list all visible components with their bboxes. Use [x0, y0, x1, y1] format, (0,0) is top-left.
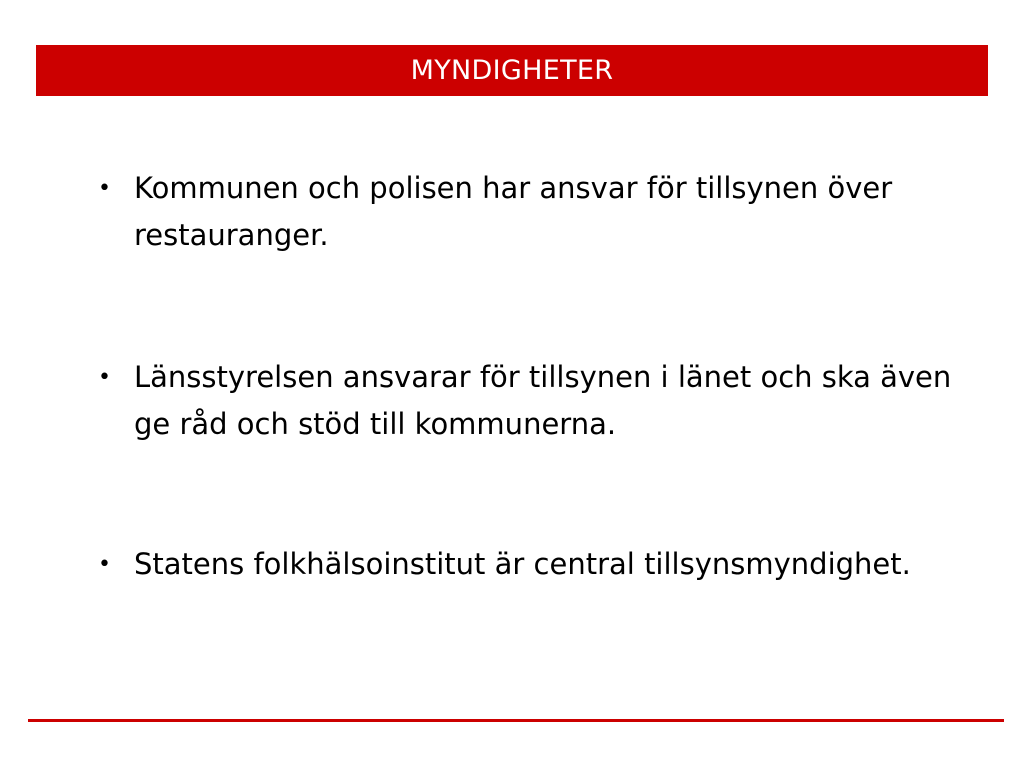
bullet-text: Länsstyrelsen ansvarar för tillsynen i länet och ska även ge råd och stöd till kommunerna. [134, 360, 952, 441]
bullet-marker: • [98, 552, 111, 577]
bullet-marker: • [98, 176, 111, 201]
slide-title: MYNDIGHETER [410, 55, 614, 86]
bullet-item [98, 354, 978, 448]
bullet-item [98, 541, 978, 588]
bullet-text: Kommunen och polisen har ansvar för tillsynen över restauranger. [134, 171, 893, 252]
footer-divider [28, 719, 1004, 722]
bullet-text: Statens folkhälsoinstitut är central tillsynsmyndighet. [134, 547, 911, 581]
bullet-item [98, 165, 978, 259]
bullet-marker: • [98, 365, 111, 390]
